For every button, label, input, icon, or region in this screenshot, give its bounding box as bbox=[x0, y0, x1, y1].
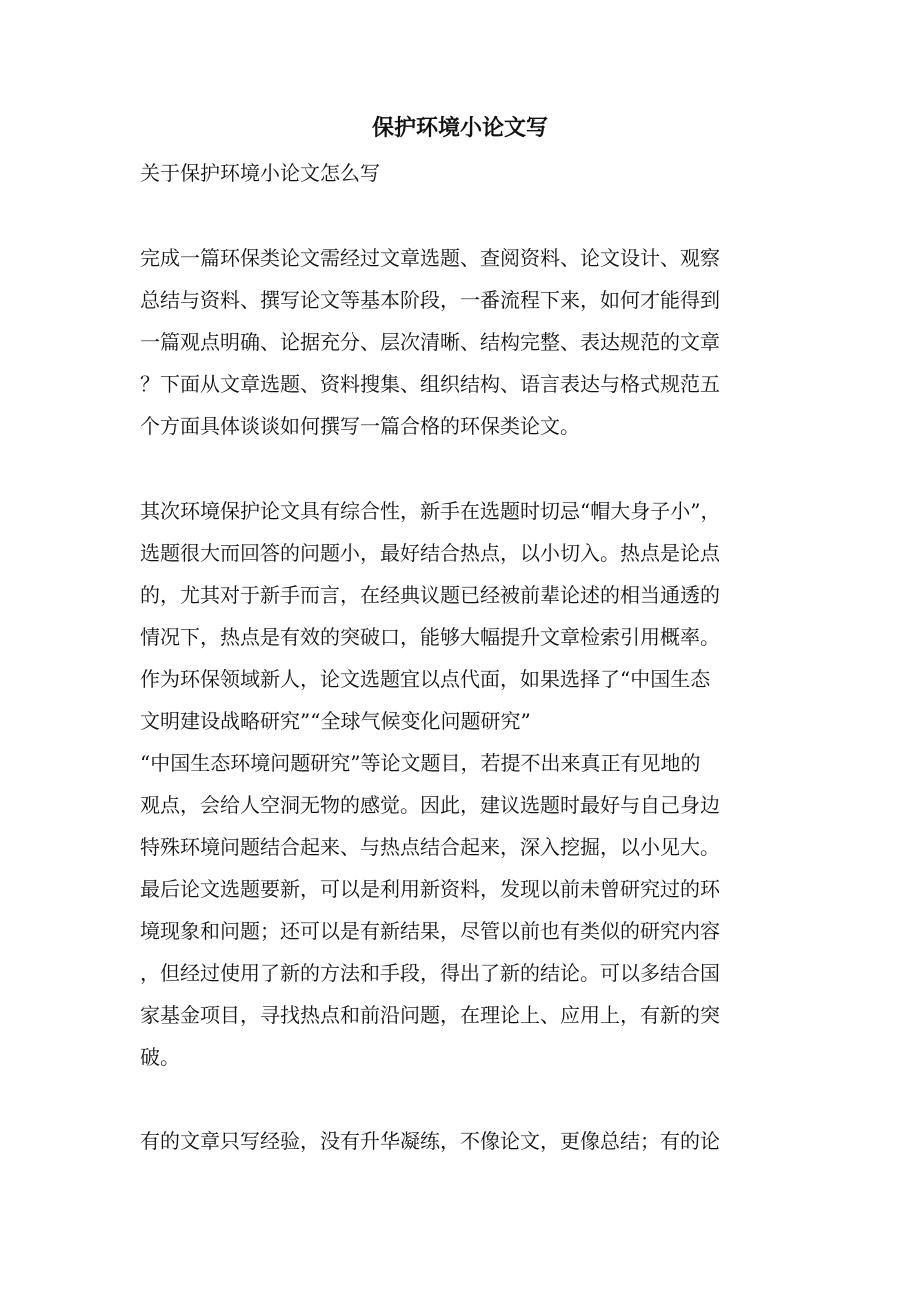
text-line: 选题很大而回答的问题小，最好结合热点，以小切入。热点是论点 bbox=[140, 541, 720, 565]
text-line: 其次环境保护论文具有综合性，新手在选题时切忌“帽大身子小”， bbox=[140, 499, 721, 523]
paragraph-3 bbox=[140, 1120, 720, 1162]
paragraph-1 bbox=[140, 237, 720, 447]
text-line: 破。 bbox=[140, 1045, 180, 1069]
text-line: 有的文章只写经验，没有升华凝练，不像论文，更像总结；有的论 bbox=[140, 1129, 720, 1153]
text-line: 的，尤其对于新手而言，在经典议题已经被前辈论述的相当通透的 bbox=[140, 583, 720, 607]
text-line: 最后论文选题要新，可以是利用新资料，发现以前未曾研究过的环 bbox=[140, 877, 720, 901]
text-line: “中国生态环境问题研究”等论文题目，若提不出来真正有见地的 bbox=[140, 751, 701, 775]
text-line: 总结与资料、撰写论文等基本阶段，一番流程下来，如何才能得到 bbox=[140, 288, 720, 312]
text-line: 家基金项目，寻找热点和前沿问题，在理论上、应用上，有新的突 bbox=[140, 1003, 720, 1027]
document-title: 保护环境小论文写 bbox=[371, 115, 548, 141]
text-line: 完成一篇环保类论文需经过文章选题、查阅资料、论文设计、观察 bbox=[140, 246, 720, 270]
text-line: 个方面具体谈谈如何撰写一篇合格的环保类论文。 bbox=[140, 414, 580, 438]
paragraph-2 bbox=[140, 490, 720, 1078]
text-line: 情况下，热点是有效的突破口，能够大幅提升文章检索引用概率。 bbox=[140, 625, 720, 649]
document-subtitle: 关于保护环境小论文怎么写 bbox=[140, 161, 380, 185]
text-line: 境现象和问题；还可以是有新结果，尽管以前也有类似的研究内容 bbox=[140, 919, 720, 943]
text-line: 一篇观点明确、论据充分、层次清晰、结构完整、表达规范的文章 bbox=[140, 330, 720, 354]
text-line: ，但经过使用了新的方法和手段，得出了新的结论。可以多结合国 bbox=[140, 961, 720, 985]
text-line: 观点，会给人空洞无物的感觉。因此，建议选题时最好与自己身边 bbox=[140, 793, 720, 817]
text-line: 文明建设战略研究”“全球气候变化问题研究” bbox=[140, 709, 531, 733]
text-line: 作为环保领域新人，论文选题宜以点代面，如果选择了“中国生态 bbox=[140, 667, 711, 691]
text-line: 特殊环境问题结合起来、与热点结合起来，深入挖掘，以小见大。 bbox=[140, 835, 720, 859]
text-line: ？下面从文章选题、资料搜集、组织结构、语言表达与格式规范五 bbox=[140, 372, 720, 396]
